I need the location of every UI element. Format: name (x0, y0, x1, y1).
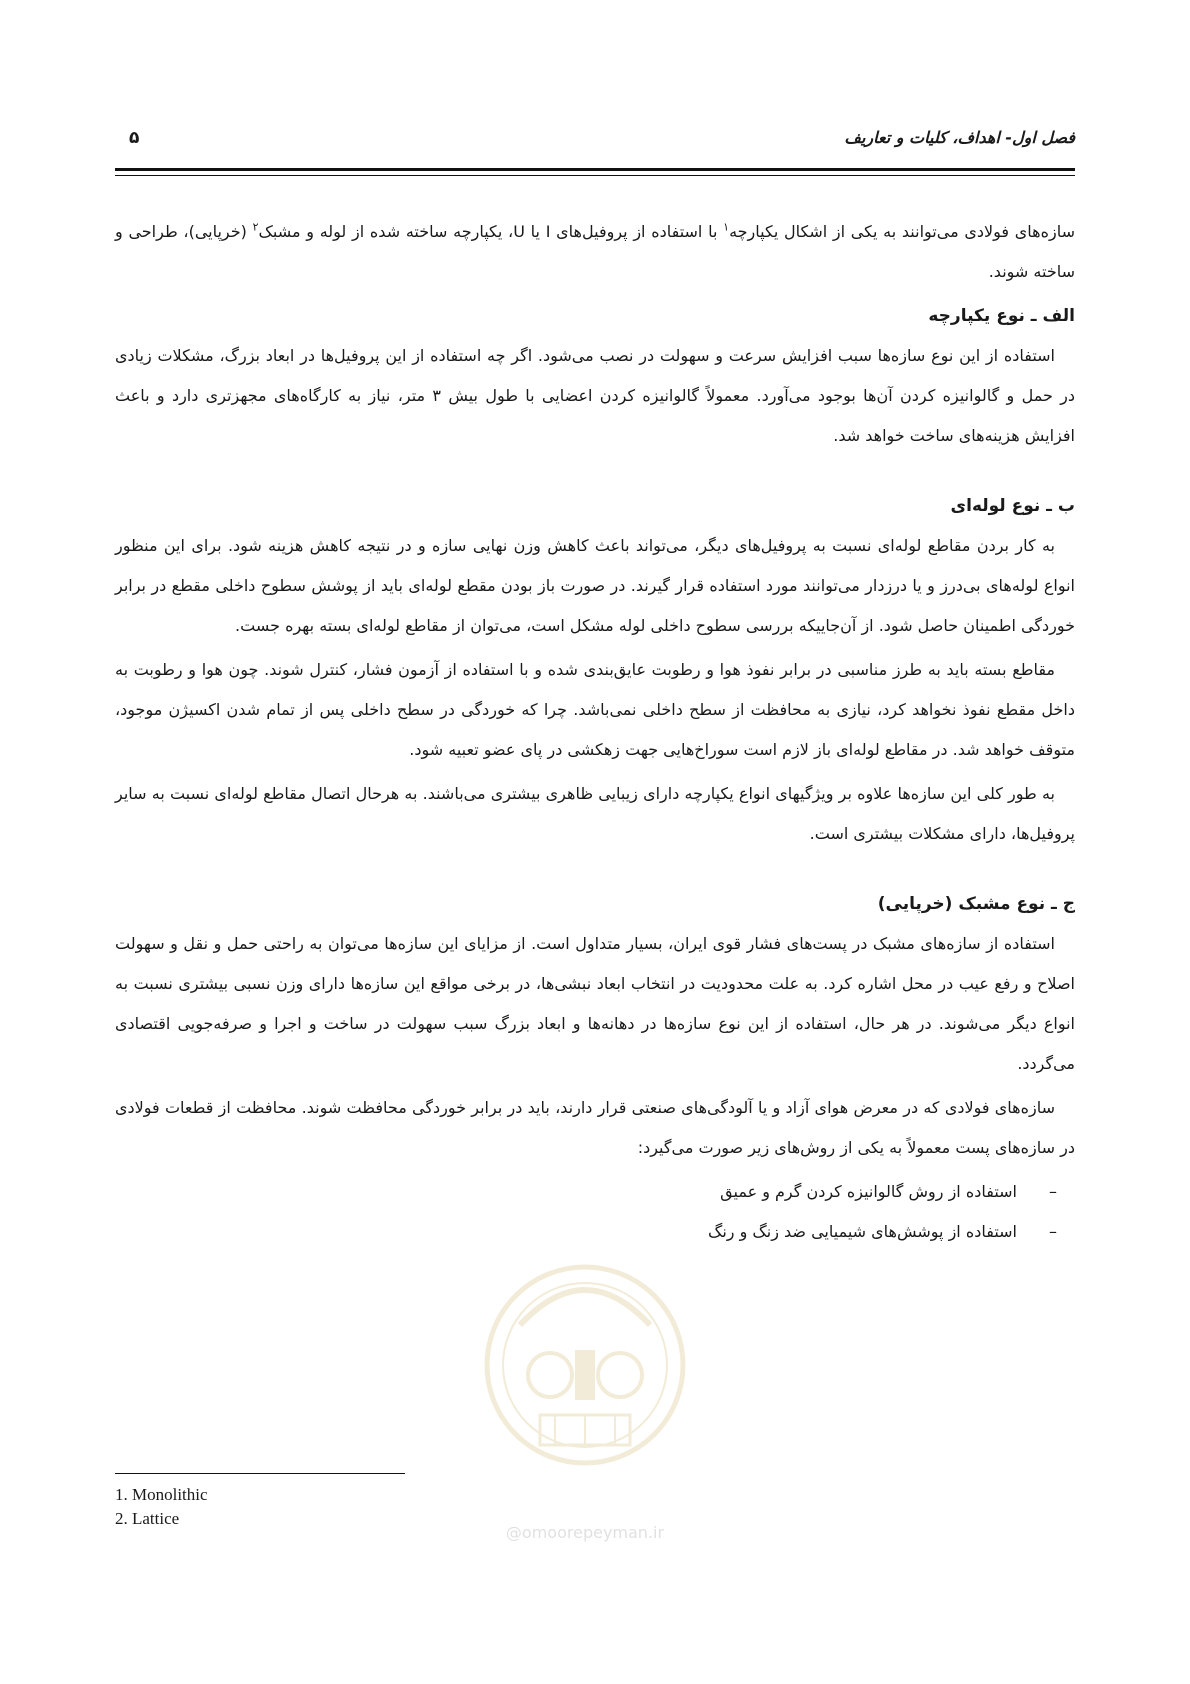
intro-paragraph (115, 212, 1075, 292)
footnote-ref-1: ۱ (723, 220, 730, 234)
watermark-text: @omoorepeyman.ir (505, 1523, 665, 1542)
header-rule-thick (115, 168, 1075, 171)
paragraph-tubular-2: مقاطع بسته باید به طرز مناسبی در برابر نفوذ هوا و رطوبت عایق‌بندی شده و با استفاده از آزمون فشار، کنترل شوند. چون هوا و رطوبت به داخل مقطع نفوذ نخواهد کرد، نیازی به محافظت از سطح داخلی نمی‌باشد. چرا که خوردگی در سطح داخلی پس از تمام شدن اکسیژن موجود، متوقف خواهد شد. در مقاطع لوله‌ای باز لازم است سوراخ‌هایی جهت زهکشی در پای عضو تعبیه شود. (115, 660, 1075, 759)
watermark-logo (480, 1215, 690, 1545)
list-bullet: – (1049, 1182, 1057, 1201)
list-item (115, 1212, 1057, 1252)
page-number: ۵ (129, 128, 140, 148)
intro-text-a: سازه‌های فولادی می‌توانند به یکی از اشکال یکپارچه (729, 222, 1076, 241)
paragraph-tubular-1: به کار بردن مقاطع لوله‌ای نسبت به پروفیل‌های دیگر، می‌تواند باعث کاهش وزن نهایی سازه و در نتیجه کاهش هزینه شود. برای این منظور انواع لوله‌های بی‌درز و یا درزدار می‌توانند مورد استفاده قرار گیرند. در صورت باز بودن مقطع لوله‌ای باید از پوشش سطوح داخلی مقطع در برابر خوردگی اطمینان حاصل شود. از آن‌جاییکه بررسی سطوح داخلی لوله مشکل است، می‌توان از مقاطع لوله‌ای بسته بهره جست. (115, 536, 1075, 635)
page-body (115, 212, 1075, 1252)
footnote-1: 1. Monolithic (115, 1485, 208, 1504)
footnote-2: 2. Lattice (115, 1509, 180, 1528)
paragraph-tubular-3: به طور کلی این سازه‌ها علاوه بر ویژگیهای انواع یکپارچه دارای زیبایی ظاهری بیشتری می‌باشند. به هرحال اتصال مقاطع لوله‌ای نسبت به سایر پروفیل‌ها، دارای مشکلات بیشتری است. (115, 784, 1075, 843)
footnotes (115, 1483, 208, 1531)
intro-text-b: با استفاده از پروفیل‌های I یا U، یکپارچه ساخته شده از لوله و مشبک (258, 222, 724, 241)
list-bullet: – (1049, 1222, 1057, 1241)
heading-tubular: ب ـ نوع لوله‌ای (950, 496, 1075, 516)
list-item-text: استفاده از روش گالوانیزه کردن گرم و عمیق (720, 1182, 1017, 1201)
paragraph-lattice-2: سازه‌های فولادی که در معرض هوای آزاد و یا آلودگی‌های صنعتی قرار دارند، باید در برابر خوردگی محافظت شوند. محافظت از قطعات فولادی در سازه‌های پست معمولاً به یکی از روش‌های زیر صورت می‌گیرد: (115, 1098, 1075, 1157)
list-item-text: استفاده از پوشش‌های شیمیایی ضد زنگ و رنگ (708, 1222, 1017, 1241)
footnote-rule (115, 1473, 405, 1474)
intro-text-c: (خرپایی)، طراحی و ساخته شوند. (115, 222, 1075, 281)
paragraph-lattice-1: استفاده از سازه‌های مشبک در پست‌های فشار قوی ایران، بسیار متداول است. از مزایای این سازه‌ها می‌توان به راحتی حمل و نقل و سهولت اصلاح و رفع عیب در محل اشاره کرد. به علت محدودیت در انتخاب ابعاد نبشی‌ها، در برخی مواقع این سازه‌ها دارای وزن نسبی بیشتری نسبت به انواع دیگر می‌شوند. در هر حال، استفاده از این نوع سازه‌ها در دهانه‌ها و ابعاد بزرگ سبب سهولت در ساخت و اجرا و صرفه‌جویی اقتصادی می‌گردد. (115, 934, 1075, 1073)
running-title: فصل اول- اهداف، کلیات و تعاریف (844, 128, 1075, 147)
heading-monolithic: الف ـ نوع یکپارچه (928, 306, 1075, 326)
protection-methods-list (115, 1172, 1075, 1252)
paragraph-monolithic: استفاده از این نوع سازه‌ها سبب افزایش سرعت و سهولت در نصب می‌شود. اگر چه استفاده از این پروفیل‌ها در ابعاد بزرگ، مشکلات زیادی در حمل و گالوانیزه کردن آن‌ها بوجود می‌آورد. معمولاً گالوانیزه کردن اعضایی با طول بیش ۳ متر، نیاز به کارگاه‌های مجهزتری دارد و باعث افزایش هزینه‌های ساخت خواهد شد. (115, 346, 1076, 445)
header-rule-thin (115, 175, 1075, 176)
watermark-seal-icon (480, 1215, 690, 1515)
page-header (115, 128, 1075, 158)
list-item (115, 1172, 1057, 1212)
heading-lattice: ج ـ نوع مشبک (خرپایی) (877, 894, 1075, 914)
footnote-ref-2: ۲ (252, 220, 259, 234)
